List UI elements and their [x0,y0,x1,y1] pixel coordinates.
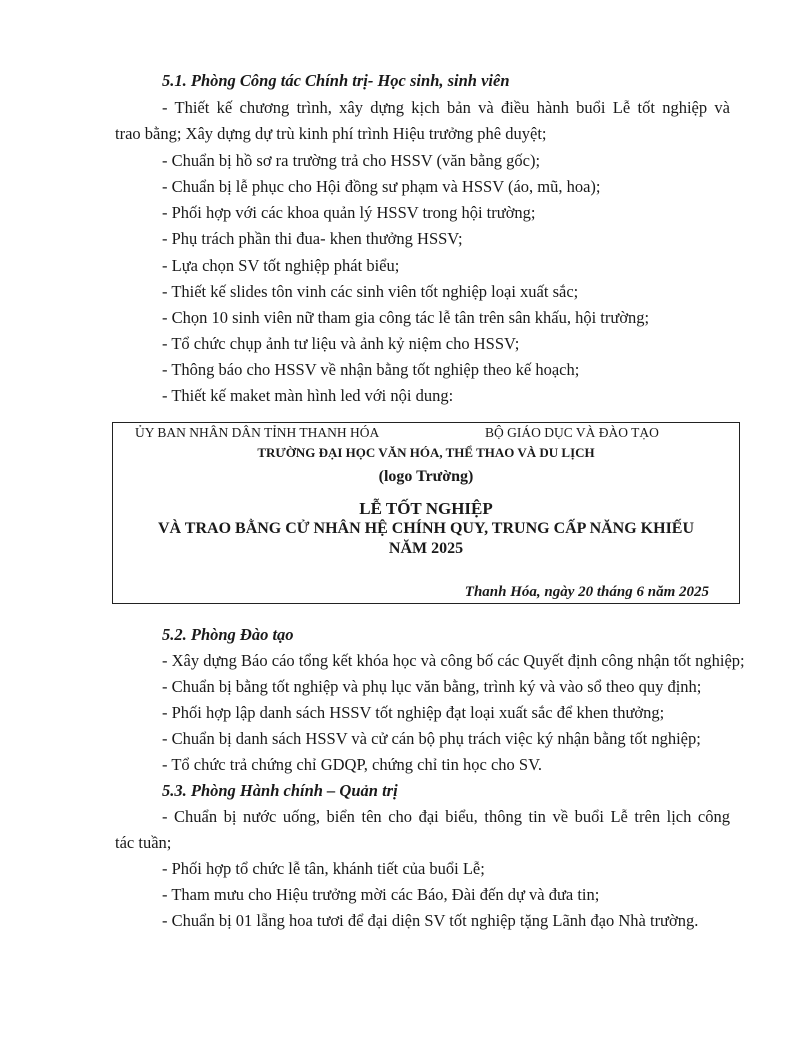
list-item: - Phối hợp lập danh sách HSSV tốt nghiệp đạt loại xuất sắc để khen thưởng; [162,703,665,722]
list-item: - Xây dựng Báo cáo tổng kết khóa học và công bố các Quyết định công nhận tốt nghiệp; [162,651,745,670]
list-item: - Chuẩn bị hồ sơ ra trường trả cho HSSV (văn bằng gốc); [162,151,541,170]
section-5-3-heading: 5.3. Phòng Hành chính – Quản trị [162,781,398,800]
section-5-1-item-1-line-2: trao bằng; Xây dựng dự trù kinh phí trình Hiệu trưởng phê duyệt; [115,124,547,143]
banner-date: Thanh Hóa, ngày 20 tháng 6 năm 2025 [464,584,709,600]
section-5-3-item-1-line-2: tác tuần; [115,833,172,852]
section-5-1-item-1-line-1: - Thiết kế chương trình, xây dựng kịch bản và điều hành buổi Lễ tốt nghiệp và [162,98,730,117]
list-item: - Chọn 10 sinh viên nữ tham gia công tác lễ tân trên sân khấu, hội trường; [162,308,650,327]
list-item: - Chuẩn bị bằng tốt nghiệp và phụ lục văn bằng, trình ký và vào sổ theo quy định; [162,677,702,696]
list-item: - Lựa chọn SV tốt nghiệp phát biểu; [162,256,400,275]
led-banner-mockup [112,422,740,604]
list-item: - Chuẩn bị lễ phục cho Hội đồng sư phạm và HSSV (áo, mũ, hoa); [162,177,601,196]
list-item: - Thiết kế slides tôn vinh các sinh viên tốt nghiệp loại xuất sắc; [162,282,579,301]
list-item: - Tổ chức trả chứng chỉ GDQP, chứng chỉ tin học cho SV. [162,755,542,774]
list-item: - Thông báo cho HSSV về nhận bằng tốt nghiệp theo kế hoạch; [162,360,580,379]
banner-logo-placeholder: (logo Trường) [378,468,474,485]
banner-subtitle: VÀ TRAO BẰNG CỬ NHÂN HỆ CHÍNH QUY, TRUNG CẤP NĂNG KHIẾU [157,520,695,537]
list-item: - Chuẩn bị danh sách HSSV và cử cán bộ phụ trách việc ký nhận bằng tốt nghiệp; [162,729,701,748]
section-5-1-heading: 5.1. Phòng Công tác Chính trị- Học sinh, sinh viên [162,71,510,90]
list-item: - Phối hợp tổ chức lễ tân, khánh tiết của buổi Lễ; [162,859,485,878]
list-item: - Chuẩn bị 01 lẵng hoa tươi để đại diện SV tốt nghiệp tặng Lãnh đạo Nhà trường. [162,911,699,930]
banner-title: LỄ TỐT NGHIỆP [359,499,493,518]
banner-right-org: BỘ GIÁO DỤC VÀ ĐÀO TẠO [485,425,659,440]
section-5-3-item-1-line-1: - Chuẩn bị nước uống, biển tên cho đại biểu, thông tin về buổi Lễ trên lịch công [162,807,730,826]
banner-school-name: TRƯỜNG ĐẠI HỌC VĂN HÓA, THỂ THAO VÀ DU LỊCH [257,445,595,460]
banner-left-org: ỦY BAN NHÂN DÂN TỈNH THANH HÓA [135,425,380,440]
list-item: - Tham mưu cho Hiệu trưởng mời các Báo, Đài đến dự và đưa tin; [162,885,600,904]
section-5-2-heading: 5.2. Phòng Đào tạo [162,625,294,644]
list-item: - Thiết kế maket màn hình led với nội dung: [162,386,454,405]
list-item: - Tổ chức chụp ảnh tư liệu và ảnh kỷ niệm cho HSSV; [162,334,520,353]
banner-year: NĂM 2025 [388,540,464,557]
list-item: - Phối hợp với các khoa quản lý HSSV trong hội trường; [162,203,536,222]
list-item: - Phụ trách phần thi đua- khen thưởng HSSV; [162,229,463,248]
